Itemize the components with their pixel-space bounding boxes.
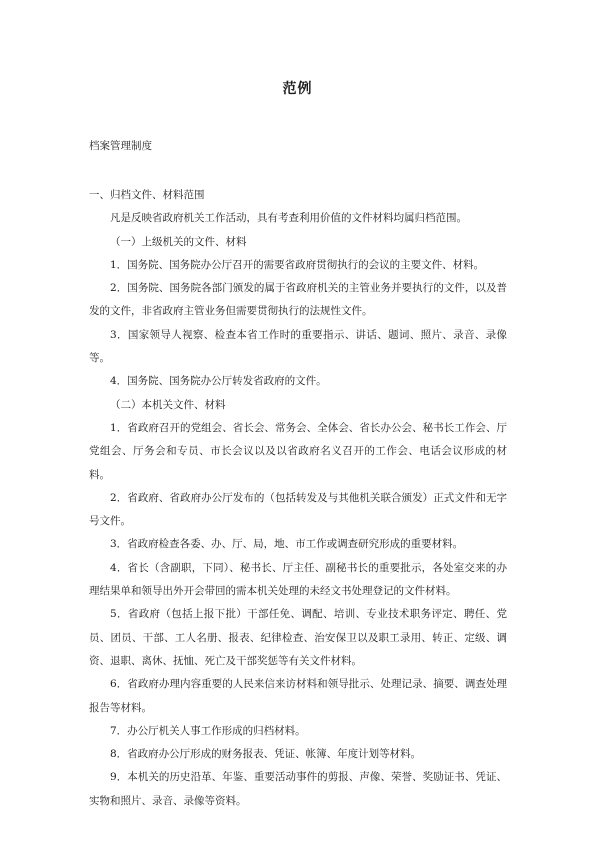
list-item: 8．省政府办公厅形成的财务报表、凭证、帐簿、年度计划等材料。 xyxy=(110,748,422,761)
list-item: 4．省长（含副职，下同）、秘书长、厅主任、副秘书长的重要批示，各处室交来的办理结果单和领导出外开会带回的需本机关处理的未经文书处理登记的文件材料。 xyxy=(89,561,507,598)
list-item: 2．国务院、国务院各部门颁发的属于省政府机关的主管业务并要执行的文件，以及普发的文件，非省政府主管业务但需要贯彻执行的法规性文件。 xyxy=(89,282,507,318)
list-item: 7．办公厅机关人事工作形成的归档材料。 xyxy=(110,724,306,737)
document-subtitle: 档案管理制度 xyxy=(89,140,152,152)
subsection-heading: （二）本机关文件、材料 xyxy=(110,398,226,411)
list-item: 1．国务院、国务院办公厅召开的需要省政府贯彻执行的会议的主要文件、材料。 xyxy=(110,258,485,271)
list-item: 1．省政府召开的党组会、省长会、常务会、全体会、省长办公会、秘书长工作会、厅党组会、厅务会和专员、市长会议以及以省政府名义召开的工作会、电话会议形成的材料。 xyxy=(89,421,507,481)
section-heading: 一、归档文件、材料范围 xyxy=(89,189,205,201)
subsection-heading: （一）上级机关的文件、材料 xyxy=(110,235,247,248)
document-title: 范例 xyxy=(282,81,313,97)
document-body xyxy=(89,184,507,813)
list-item: 3．国家领导人视察、检查本省工作时的重要指示、讲话、题词、照片、录音、录像等。 xyxy=(89,328,507,365)
section-intro: 凡是反映省政府机关工作活动，具有考查利用价值的文件材料均属归档范围。 xyxy=(110,212,467,225)
list-item: 9．本机关的历史沿革、年鉴、重要活动事件的剪报、声像、荣誉、奖励证书、凭证、实物和照片、录音、录像等资料。 xyxy=(89,771,507,807)
list-item: 2．省政府、省政府办公厅发布的（包括转发及与其他机关联合颁发）正式文件和无字号文件。 xyxy=(89,491,507,528)
list-item: 4．国务院、国务院办公厅转发省政府的文件。 xyxy=(110,375,327,388)
list-item: 3．省政府检查各委、办、厅、局，地、市工作或调查研究形成的重要材料。 xyxy=(110,538,464,551)
list-item: 5．省政府（包括上报下批）干部任免、调配、培训、专业技术职务评定、聘任、党员、团员、干部、工人名册、报表、纪律检查、治安保卫以及职工录用、转正、定级、调资、退职、离休、抚恤、死亡及干部奖惩等有关文件材料。 xyxy=(89,608,507,667)
list-item: 6．省政府办理内容重要的人民来信来访材料和领导批示、处理记录、摘要、调查处理报告等材料。 xyxy=(89,678,507,714)
